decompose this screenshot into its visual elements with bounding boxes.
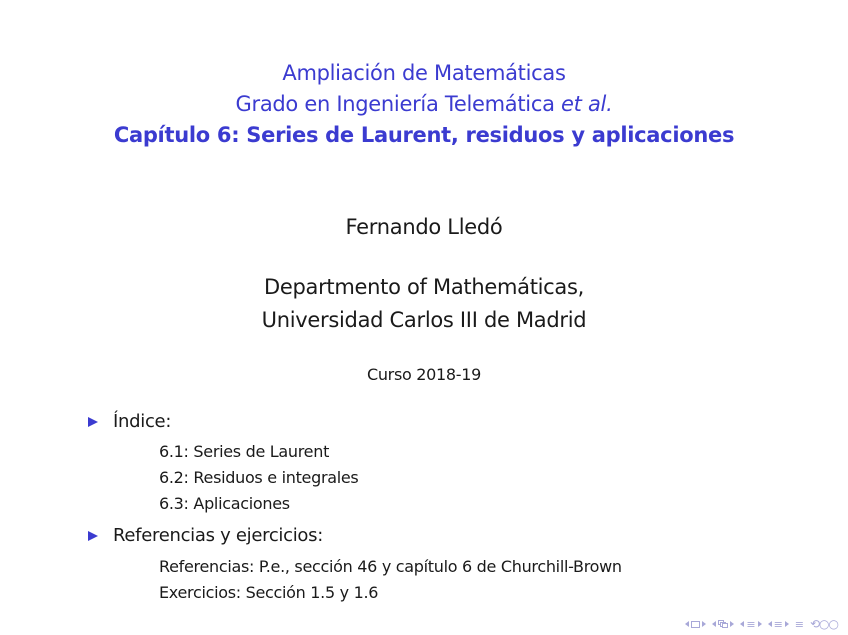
nav-next-icon[interactable]: [758, 621, 762, 627]
section-icon[interactable]: ≡: [746, 617, 756, 631]
degree-et-al: et al.: [561, 92, 613, 116]
degree-name: Grado en Ingeniería Telemática: [235, 92, 555, 116]
nav-prev-icon[interactable]: [740, 621, 744, 627]
list-item-label: Índice:: [113, 411, 172, 432]
nav-prev-icon[interactable]: [685, 621, 689, 627]
frame-icon[interactable]: [691, 621, 700, 628]
search-zoom-icon[interactable]: ⟲○○: [810, 617, 838, 631]
subitem-residuos: 6.2: Residuos e integrales: [159, 468, 359, 487]
institute: [0, 271, 848, 337]
nav-frame-group[interactable]: [685, 621, 706, 628]
list-item-label: Referencias y ejercicios:: [113, 525, 323, 546]
subitem-aplicaciones: 6.3: Aplicaciones: [159, 494, 290, 513]
bullet-triangle-icon: [88, 417, 98, 427]
course-date: Curso 2018-19: [366, 365, 482, 384]
nav-subsection-group[interactable]: [712, 620, 734, 628]
nav-next-icon[interactable]: [785, 621, 789, 627]
nav-prev-icon[interactable]: [712, 621, 716, 627]
nav-prev-icon[interactable]: [768, 621, 772, 627]
author-name: Fernando Lledó: [345, 215, 503, 239]
subitem-series-laurent: 6.1: Series de Laurent: [159, 442, 330, 461]
appendix-icon[interactable]: ≡: [794, 617, 804, 631]
nav-next-icon[interactable]: [730, 621, 734, 627]
subitem-exercicios: Exercicios: Sección 1.5 y 1.6: [159, 583, 379, 602]
bullet-triangle-icon: [88, 531, 98, 541]
degree-line: [0, 89, 848, 120]
nav-part-group[interactable]: [768, 619, 789, 630]
course-title: Ampliación de Matemáticas: [282, 61, 566, 85]
part-icon[interactable]: ≡: [773, 617, 783, 631]
institute-university: Universidad Carlos III de Madrid: [261, 308, 587, 332]
title-block: [0, 58, 848, 150]
chapter-title: Capítulo 6: Series de Laurent, residuos y aplicaciones: [113, 123, 735, 147]
subsection-icon[interactable]: [718, 620, 728, 628]
institute-department: Departmento of Mathemáticas,: [264, 275, 584, 299]
nav-section-group[interactable]: [740, 619, 761, 630]
nav-next-icon[interactable]: [702, 621, 706, 627]
subitem-referencias: Referencias: P.e., sección 46 y capítulo 6 de Churchill-Brown: [159, 557, 622, 576]
beamer-navigation-bar: [685, 617, 838, 631]
